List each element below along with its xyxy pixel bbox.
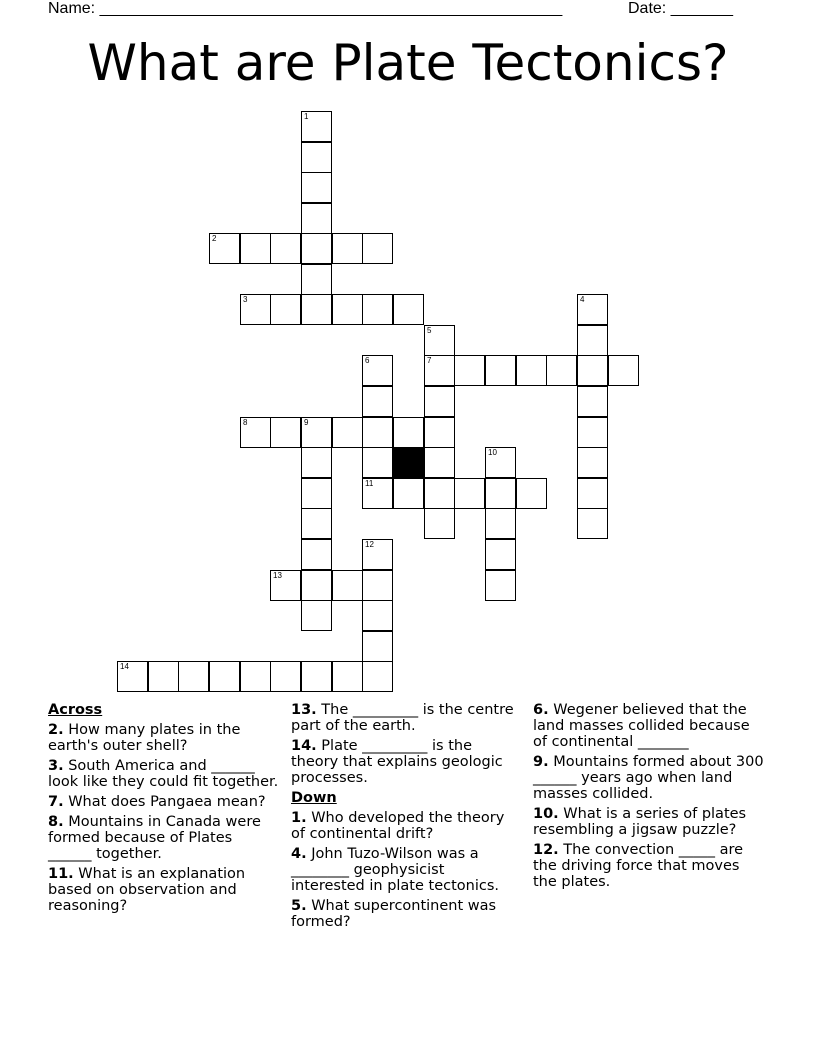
crossword-cell[interactable] xyxy=(301,478,332,509)
clue-text: Mountains in Canada were formed because of Plates ______ together. xyxy=(48,814,261,862)
crossword-cell[interactable] xyxy=(393,478,424,509)
clue-text: John Tuzo-Wilson was a ________ geophysicist interested in plate tectonics. xyxy=(291,846,500,894)
clue-text: What supercontinent was formed? xyxy=(291,898,497,930)
clue-down-12 xyxy=(533,842,767,890)
clue-text: Who developed the theory of continental drift? xyxy=(291,810,505,842)
crossword-cell[interactable] xyxy=(362,233,393,264)
crossword-cell[interactable] xyxy=(393,294,424,325)
clue-number-label: 2 xyxy=(212,234,217,243)
clue-down-6 xyxy=(533,702,767,750)
clue-number: 11. xyxy=(48,866,74,882)
clues-column-3 xyxy=(533,702,767,894)
crossword-cell-6[interactable] xyxy=(362,355,393,386)
date-field-label[interactable]: Date: _______ xyxy=(628,0,733,17)
down-heading: Down xyxy=(291,790,337,806)
crossword-cell-13[interactable] xyxy=(270,570,301,601)
crossword-cell-11[interactable] xyxy=(362,478,393,509)
crossword-cell[interactable] xyxy=(148,661,179,692)
clue-number: 6. xyxy=(533,702,549,718)
crossword-cell[interactable] xyxy=(362,447,393,478)
crossword-cell[interactable] xyxy=(424,478,455,509)
crossword-cell-2[interactable] xyxy=(209,233,240,264)
clue-text: Plate _________ is the theory that explains geologic processes. xyxy=(291,738,503,786)
crossword-cell[interactable] xyxy=(240,233,271,264)
clue-number: 14. xyxy=(291,738,317,754)
crossword-cell[interactable] xyxy=(270,294,301,325)
page-title: What are Plate Tectonics? xyxy=(87,34,729,92)
crossword-cell[interactable] xyxy=(362,294,393,325)
crossword-cell[interactable] xyxy=(577,355,608,386)
crossword-cell-12[interactable] xyxy=(362,539,393,570)
clue-across-11 xyxy=(48,866,280,914)
crossword-cell[interactable] xyxy=(577,386,608,417)
clue-down-4 xyxy=(291,846,515,894)
crossword-cell[interactable] xyxy=(332,233,363,264)
clue-number: 3. xyxy=(48,758,64,774)
clue-number-label: 13 xyxy=(273,571,282,580)
clue-across-13 xyxy=(291,702,515,734)
crossword-cell[interactable] xyxy=(424,386,455,417)
clue-number-label: 12 xyxy=(365,540,374,549)
crossword-cell[interactable] xyxy=(362,386,393,417)
crossword-cell[interactable] xyxy=(332,294,363,325)
crossword-cell-9[interactable] xyxy=(301,417,332,448)
clue-number: 2. xyxy=(48,722,64,738)
crossword-cell[interactable] xyxy=(301,570,332,601)
crossword-cell-4[interactable] xyxy=(577,294,608,325)
clue-number: 12. xyxy=(533,842,559,858)
crossword-cell[interactable] xyxy=(393,417,424,448)
crossword-cell[interactable] xyxy=(270,417,301,448)
clue-number: 7. xyxy=(48,794,64,810)
clue-number-label: 8 xyxy=(243,418,248,427)
crossword-cell[interactable] xyxy=(424,508,455,539)
clue-number: 1. xyxy=(291,810,307,826)
clue-down-1 xyxy=(291,810,515,842)
clue-text: What is a series of plates resembling a jigsaw puzzle? xyxy=(533,806,747,838)
clue-down-5 xyxy=(291,898,515,930)
crossword-cell[interactable] xyxy=(577,447,608,478)
clues-column-2 xyxy=(291,702,515,934)
crossword-cell[interactable] xyxy=(485,570,516,601)
name-field-label[interactable]: Name: ____________________________________________________ xyxy=(48,0,563,17)
crossword-cell[interactable] xyxy=(546,355,577,386)
crossword-cell-14[interactable] xyxy=(117,661,148,692)
crossword-cell[interactable] xyxy=(608,355,639,386)
crossword-cell[interactable] xyxy=(362,661,393,692)
crossword-cell[interactable] xyxy=(485,539,516,570)
clue-down-10 xyxy=(533,806,767,838)
clue-across-3 xyxy=(48,758,280,790)
crossword-cell[interactable] xyxy=(301,661,332,692)
crossword-cell[interactable] xyxy=(301,142,332,173)
crossword-cell[interactable] xyxy=(301,539,332,570)
crossword-cell[interactable] xyxy=(577,325,608,356)
clue-text: South America and ______ look like they could fit together. xyxy=(48,758,279,790)
clue-number-label: 1 xyxy=(304,112,309,121)
crossword-cell-8[interactable] xyxy=(240,417,271,448)
clue-number-label: 7 xyxy=(427,356,432,365)
crossword-cell[interactable] xyxy=(301,600,332,631)
clue-across-7 xyxy=(48,794,280,810)
clue-text: What is an explanation based on observation and reasoning? xyxy=(48,866,246,914)
clue-number-label: 11 xyxy=(365,479,374,488)
crossword-cell[interactable] xyxy=(332,661,363,692)
crossword-cell[interactable] xyxy=(424,417,455,448)
clue-text: What does Pangaea mean? xyxy=(68,794,266,810)
crossword-cell[interactable] xyxy=(301,172,332,203)
crossword-cell[interactable] xyxy=(270,661,301,692)
crossword-cell[interactable] xyxy=(362,600,393,631)
crossword-cell[interactable] xyxy=(485,478,516,509)
crossword-cell[interactable] xyxy=(577,478,608,509)
crossword-cell[interactable] xyxy=(424,447,455,478)
clue-number: 5. xyxy=(291,898,307,914)
crossword-cell[interactable] xyxy=(485,508,516,539)
clue-number: 9. xyxy=(533,754,549,770)
crossword-cell[interactable] xyxy=(454,478,485,509)
clue-down-9 xyxy=(533,754,767,802)
crossword-cell[interactable] xyxy=(301,447,332,478)
crossword-black-cell xyxy=(393,447,424,478)
clue-number: 8. xyxy=(48,814,64,830)
crossword-cell[interactable] xyxy=(240,661,271,692)
clues-column-1 xyxy=(48,702,280,918)
clue-number-label: 4 xyxy=(580,295,585,304)
crossword-cell[interactable] xyxy=(178,661,209,692)
clue-across-14 xyxy=(291,738,515,786)
crossword-cell[interactable] xyxy=(270,233,301,264)
crossword-cell[interactable] xyxy=(577,417,608,448)
clue-across-2 xyxy=(48,722,280,754)
clue-number: 13. xyxy=(291,702,317,718)
crossword-cell[interactable] xyxy=(301,203,332,234)
clue-number-label: 9 xyxy=(304,418,309,427)
crossword-cell-5[interactable] xyxy=(424,325,455,356)
clue-number-label: 6 xyxy=(365,356,370,365)
clue-number-label: 10 xyxy=(488,448,497,457)
crossword-cell-3[interactable] xyxy=(240,294,271,325)
crossword-cell-10[interactable] xyxy=(485,447,516,478)
across-heading: Across xyxy=(48,702,103,718)
clue-text: The _________ is the centre part of the earth. xyxy=(291,702,514,734)
clue-number-label: 14 xyxy=(120,662,129,671)
crossword-cell[interactable] xyxy=(516,478,547,509)
crossword-cell[interactable] xyxy=(516,355,547,386)
clue-text: How many plates in the earth's outer shell? xyxy=(48,722,241,754)
crossword-cell[interactable] xyxy=(332,570,363,601)
clue-number: 10. xyxy=(533,806,559,822)
clue-across-8 xyxy=(48,814,280,862)
crossword-cell-7[interactable] xyxy=(424,355,455,386)
crossword-cell[interactable] xyxy=(301,233,332,264)
clue-number-label: 5 xyxy=(427,326,432,335)
clue-text: The convection _____ are the driving force that moves the plates. xyxy=(533,842,744,890)
crossword-cell[interactable] xyxy=(454,355,485,386)
crossword-cell[interactable] xyxy=(577,508,608,539)
crossword-cell[interactable] xyxy=(362,631,393,662)
crossword-cell[interactable] xyxy=(209,661,240,692)
clue-text: Mountains formed about 300 ______ years ago when land masses collided. xyxy=(533,754,764,802)
crossword-cell[interactable] xyxy=(301,508,332,539)
clue-number: 4. xyxy=(291,846,307,862)
crossword-cell[interactable] xyxy=(362,417,393,448)
crossword-cell[interactable] xyxy=(301,264,332,295)
crossword-cell-1[interactable] xyxy=(301,111,332,142)
crossword-cell[interactable] xyxy=(301,294,332,325)
clue-text: Wegener believed that the land masses collided because of continental _______ xyxy=(533,702,750,750)
crossword-cell[interactable] xyxy=(332,417,363,448)
crossword-cell[interactable] xyxy=(362,570,393,601)
clue-number-label: 3 xyxy=(243,295,248,304)
crossword-cell[interactable] xyxy=(485,355,516,386)
